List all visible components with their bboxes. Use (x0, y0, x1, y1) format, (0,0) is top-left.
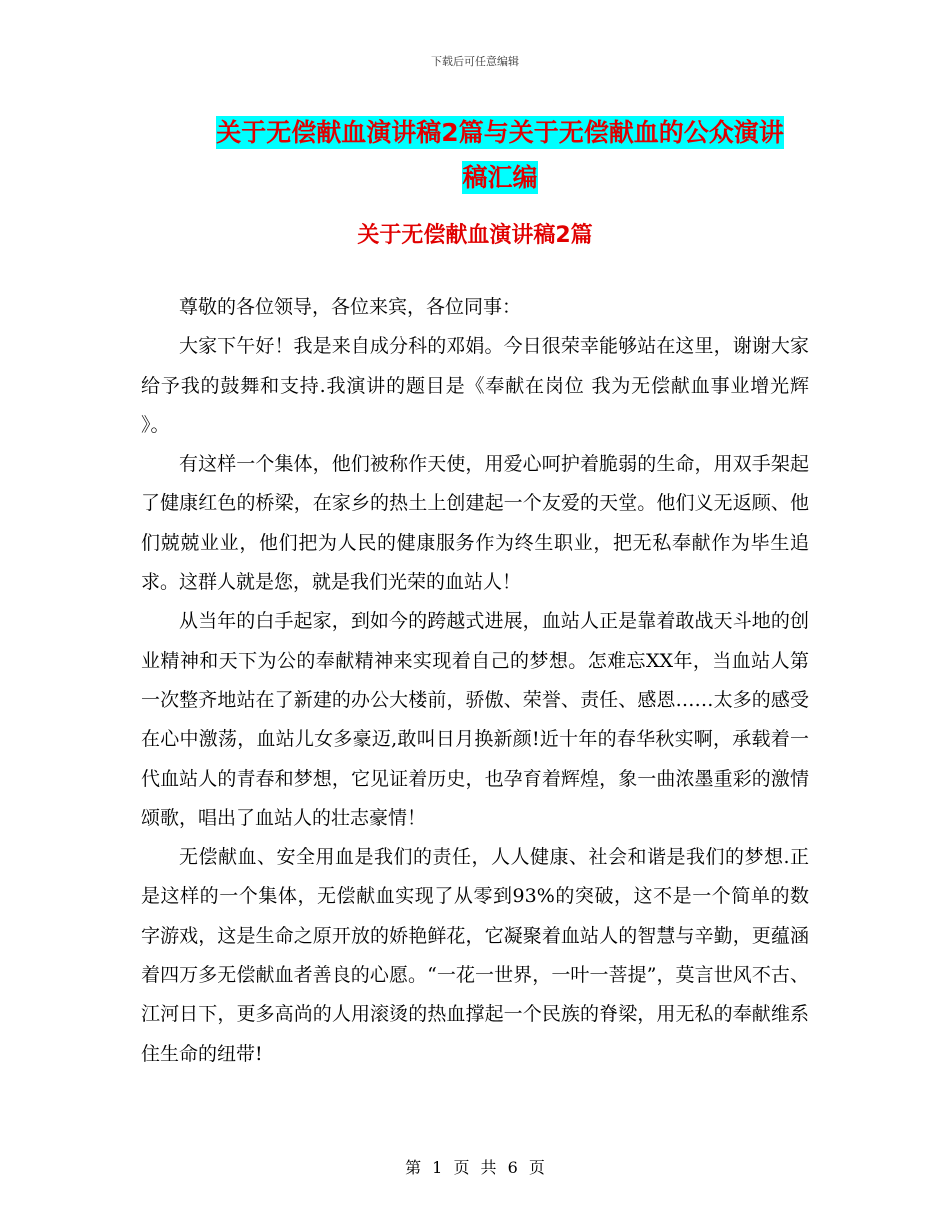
document-title (150, 110, 850, 200)
header-note: 下载后可任意编辑 (431, 55, 519, 68)
paragraph: 大家下午好！我是来自成分科的邓娟。今日很荣幸能够站在这里，谢谢大家给予我的鼓舞和支持.我演讲的题目是《奉献在岗位 我为无偿献血事业增光辉 》。 (141, 335, 809, 436)
title-line-2: 稿汇编 (462, 163, 538, 192)
paragraph: 从当年的白手起家，到如今的跨越式进展，血站人正是靠着敢战天斗地的创业精神和天下为公的奉献精神来实现着自己的梦想。怎难忘XX年，当血站人第一次整齐地站在了新建的办公大楼前，骄傲、荣誉、责任、感恩……太多的感受在心中激荡，血站儿女多豪迈,敢叫日月换新颜!近十年的春华秋实啊，承载着一代血站人的青春和梦想，它见证着历史，也孕育着辉煌，象一曲浓墨重彩的激情颂歌，唱出了血站人的壮志豪情！ (141, 610, 809, 829)
paragraph-salutation: 尊敬的各位领导，各位来宾，各位同事： (179, 296, 522, 318)
paragraph: 无偿献血、安全用血是我们的责任，人人健康、社会和谐是我们的梦想.正是这样的一个集体，无偿献血实现了从零到93%的突破，这不是一个简单的数字游戏，这是生命之原开放的娇艳鲜花，它凝聚着血站人的智慧与辛勤，更蕴涵着四万多无偿献血者善良的心愿。“一花一世界，一叶一菩提”，莫言世风不古、江河日下，更多高尚的人用滚烫的热血撑起一个民族的脊梁，用无私的奉献维系住生命的纽带! (141, 846, 809, 1065)
page-footer: 第 1 页 共 6 页 (405, 1158, 545, 1177)
paragraph: 有这样一个集体，他们被称作天使，用爱心呵护着脆弱的生命，用双手架起了健康红色的桥梁，在家乡的热土上创建起一个友爱的天堂。他们义无返顾、他们兢兢业业，他们把为人民的健康服务作为终生职业，把无私奉献作为毕生追求。这群人就是您，就是我们光荣的血站人！ (141, 453, 809, 594)
title-line-1: 关于无偿献血演讲稿2篇与关于无偿献血的公众演讲 (216, 118, 784, 147)
section-subtitle: 关于无偿献血演讲稿2篇 (357, 223, 593, 248)
body-text (141, 288, 809, 1074)
